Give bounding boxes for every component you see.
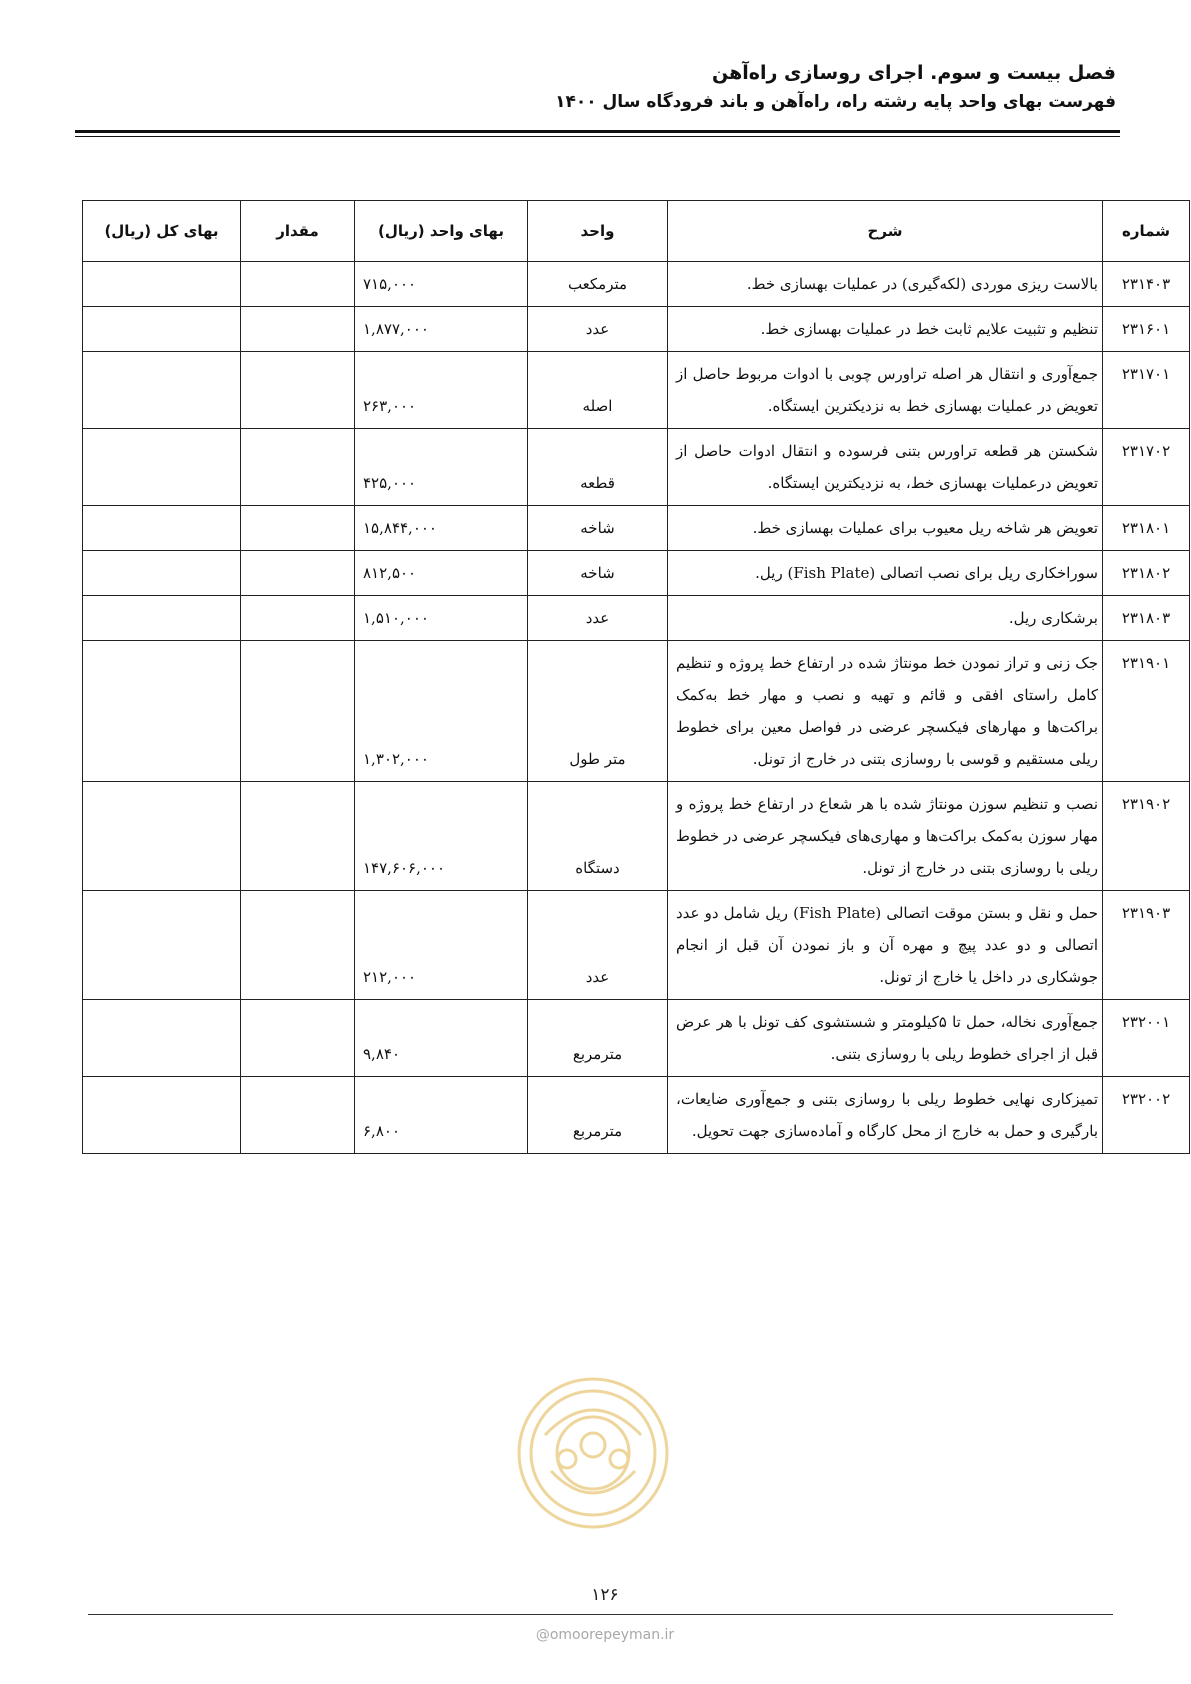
item-total-price bbox=[83, 307, 241, 352]
item-quantity bbox=[241, 352, 355, 429]
item-unit-price: ۱,۸۷۷,۰۰۰ bbox=[355, 307, 528, 352]
item-unit: مترمکعب bbox=[528, 262, 668, 307]
table-row bbox=[83, 429, 1190, 506]
item-unit: قطعه bbox=[528, 429, 668, 506]
page-number: ۱۲۶ bbox=[591, 1585, 619, 1605]
item-unit: شاخه bbox=[528, 551, 668, 596]
item-total-price bbox=[83, 429, 241, 506]
table-row bbox=[83, 307, 1190, 352]
item-unit: شاخه bbox=[528, 506, 668, 551]
footer-rule bbox=[88, 1614, 1113, 1615]
item-description bbox=[668, 891, 1103, 1000]
header-rule-thin bbox=[75, 136, 1120, 137]
item-unit-price: ۲۱۲,۰۰۰ bbox=[355, 891, 528, 1000]
item-quantity bbox=[241, 641, 355, 782]
chapter-title: فصل بیست و سوم. اجرای روسازی راه‌آهن bbox=[711, 62, 1116, 84]
table-row bbox=[83, 551, 1190, 596]
item-unit: دستگاه bbox=[528, 782, 668, 891]
item-code: ۲۳۱۶۰۱ bbox=[1103, 307, 1190, 352]
item-total-price bbox=[83, 506, 241, 551]
item-unit: متر طول bbox=[528, 641, 668, 782]
item-total-price bbox=[83, 551, 241, 596]
item-quantity bbox=[241, 596, 355, 641]
item-description: تمیزکاری نهایی خطوط ریلی با روسازی بتنی و جمع‌آوری ضایعات، بارگیری و حمل به خارج از محل کارگاه و آماده‌سازی جهت تحویل. bbox=[668, 1077, 1103, 1154]
column-header-quantity: مقدار bbox=[241, 201, 355, 262]
item-quantity bbox=[241, 307, 355, 352]
description-text: سوراخکاری ریل برای نصب اتصالی bbox=[875, 564, 1098, 582]
item-total-price bbox=[83, 1000, 241, 1077]
description-english-term: (Fish Plate) bbox=[793, 904, 882, 922]
column-header-code: شماره bbox=[1103, 201, 1190, 262]
item-unit: عدد bbox=[528, 596, 668, 641]
item-total-price bbox=[83, 1077, 241, 1154]
item-total-price bbox=[83, 891, 241, 1000]
table-row bbox=[83, 782, 1190, 891]
item-total-price bbox=[83, 596, 241, 641]
item-unit: مترمربع bbox=[528, 1077, 668, 1154]
column-header-total-price: بهای کل (ریال) bbox=[83, 201, 241, 262]
item-description: تنظیم و تثبیت علایم ثابت خط در عملیات بهسازی خط. bbox=[668, 307, 1103, 352]
item-unit-price: ۱۵,۸۴۴,۰۰۰ bbox=[355, 506, 528, 551]
item-quantity bbox=[241, 1077, 355, 1154]
item-total-price bbox=[83, 782, 241, 891]
table-header-row bbox=[83, 201, 1190, 262]
description-text: ریل شامل دو عدد اتصالی و دو عدد پیچ و مهره آن و باز نمودن آن قبل از انجام جوشکاری در داخل یا خارج از تونل. bbox=[676, 904, 1098, 986]
table-row bbox=[83, 596, 1190, 641]
item-total-price bbox=[83, 352, 241, 429]
table-row bbox=[83, 891, 1190, 1000]
watermark-seal-icon bbox=[515, 1375, 671, 1531]
item-unit-price: ۴۲۵,۰۰۰ bbox=[355, 429, 528, 506]
item-unit-price: ۸۱۲,۵۰۰ bbox=[355, 551, 528, 596]
item-description bbox=[668, 551, 1103, 596]
item-unit-price: ۱۴۷,۶۰۶,۰۰۰ bbox=[355, 782, 528, 891]
item-unit-price: ۱,۳۰۲,۰۰۰ bbox=[355, 641, 528, 782]
item-code: ۲۳۱۹۰۳ bbox=[1103, 891, 1190, 1000]
item-code: ۲۳۱۷۰۱ bbox=[1103, 352, 1190, 429]
item-code: ۲۳۱۸۰۱ bbox=[1103, 506, 1190, 551]
item-code: ۲۳۲۰۰۱ bbox=[1103, 1000, 1190, 1077]
item-unit-price: ۱,۵۱۰,۰۰۰ bbox=[355, 596, 528, 641]
item-description: جک زنی و تراز نمودن خط مونتاژ شده در ارتفاع خط پروژه و تنظیم کامل راستای افقی و قائم و تهیه و نصب و مهار خط به‌کمک براکت‌ها و مهارهای فیکسچر عرضی در فواصل معین برای خطوط ریلی مستقیم و قوسی با روسازی بتنی در خارج از تونل. bbox=[668, 641, 1103, 782]
description-text: ریل. bbox=[755, 564, 788, 582]
item-code: ۲۳۱۸۰۲ bbox=[1103, 551, 1190, 596]
table-row bbox=[83, 352, 1190, 429]
item-unit-price: ۲۶۳,۰۰۰ bbox=[355, 352, 528, 429]
item-code: ۲۳۱۹۰۲ bbox=[1103, 782, 1190, 891]
item-description: جمع‌آوری نخاله، حمل تا ۵کیلومتر و شستشوی کف تونل با هر عرض قبل از اجرای خطوط ریلی با روسازی بتنی. bbox=[668, 1000, 1103, 1077]
item-quantity bbox=[241, 262, 355, 307]
item-unit-price: ۶,۸۰۰ bbox=[355, 1077, 528, 1154]
item-code: ۲۳۱۷۰۲ bbox=[1103, 429, 1190, 506]
item-description: شکستن هر قطعه تراورس بتنی فرسوده و انتقال ادوات حاصل از تعویض درعملیات بهسازی خط، به نزدیکترین ایستگاه. bbox=[668, 429, 1103, 506]
item-quantity bbox=[241, 782, 355, 891]
item-quantity bbox=[241, 891, 355, 1000]
item-unit: عدد bbox=[528, 891, 668, 1000]
table-row bbox=[83, 262, 1190, 307]
description-text: حمل و نقل و بستن موقت اتصالی bbox=[881, 904, 1098, 922]
item-quantity bbox=[241, 551, 355, 596]
table-row bbox=[83, 1000, 1190, 1077]
item-total-price bbox=[83, 262, 241, 307]
item-quantity bbox=[241, 506, 355, 551]
item-description: برشکاری ریل. bbox=[668, 596, 1103, 641]
description-english-term: (Fish Plate) bbox=[787, 564, 876, 582]
column-header-description: شرح bbox=[668, 201, 1103, 262]
item-description: بالاست ریزی موردی (لکه‌گیری) در عملیات بهسازی خط. bbox=[668, 262, 1103, 307]
table-row bbox=[83, 1077, 1190, 1154]
item-unit: مترمربع bbox=[528, 1000, 668, 1077]
watermark-site-text: @omoorepeyman.ir bbox=[535, 1627, 675, 1643]
page-header bbox=[76, 58, 1116, 116]
item-quantity bbox=[241, 429, 355, 506]
item-quantity bbox=[241, 1000, 355, 1077]
price-list-table bbox=[82, 200, 1190, 1154]
item-description: جمع‌آوری و انتقال هر اصله تراورس چوبی با ادوات مربوط حاصل از تعویض در عملیات بهسازی خط به نزدیکترین ایستگاه. bbox=[668, 352, 1103, 429]
item-unit: عدد bbox=[528, 307, 668, 352]
item-description: تعویض هر شاخه ریل معیوب برای عملیات بهسازی خط. bbox=[668, 506, 1103, 551]
item-unit: اصله bbox=[528, 352, 668, 429]
item-code: ۲۳۱۴۰۳ bbox=[1103, 262, 1190, 307]
item-code: ۲۳۱۸۰۳ bbox=[1103, 596, 1190, 641]
item-code: ۲۳۱۹۰۱ bbox=[1103, 641, 1190, 782]
table-row bbox=[83, 641, 1190, 782]
item-description: نصب و تنظیم سوزن مونتاژ شده با هر شعاع در ارتفاع خط پروژه و مهار سوزن به‌کمک براکت‌ها و مهاری‌های فیکسچر عرضی در خطوط ریلی با روسازی بتنی در خارج از تونل. bbox=[668, 782, 1103, 891]
header-rule-thick bbox=[75, 130, 1120, 133]
column-header-unit-price: بهای واحد (ریال) bbox=[355, 201, 528, 262]
column-header-unit: واحد bbox=[528, 201, 668, 262]
item-code: ۲۳۲۰۰۲ bbox=[1103, 1077, 1190, 1154]
table-row bbox=[83, 506, 1190, 551]
item-total-price bbox=[83, 641, 241, 782]
document-title: فهرست بهای واحد پایه رشته راه، راه‌آهن و باند فرودگاه سال ۱۴۰۰ bbox=[555, 92, 1116, 112]
item-unit-price: ۷۱۵,۰۰۰ bbox=[355, 262, 528, 307]
item-unit-price: ۹,۸۴۰ bbox=[355, 1000, 528, 1077]
